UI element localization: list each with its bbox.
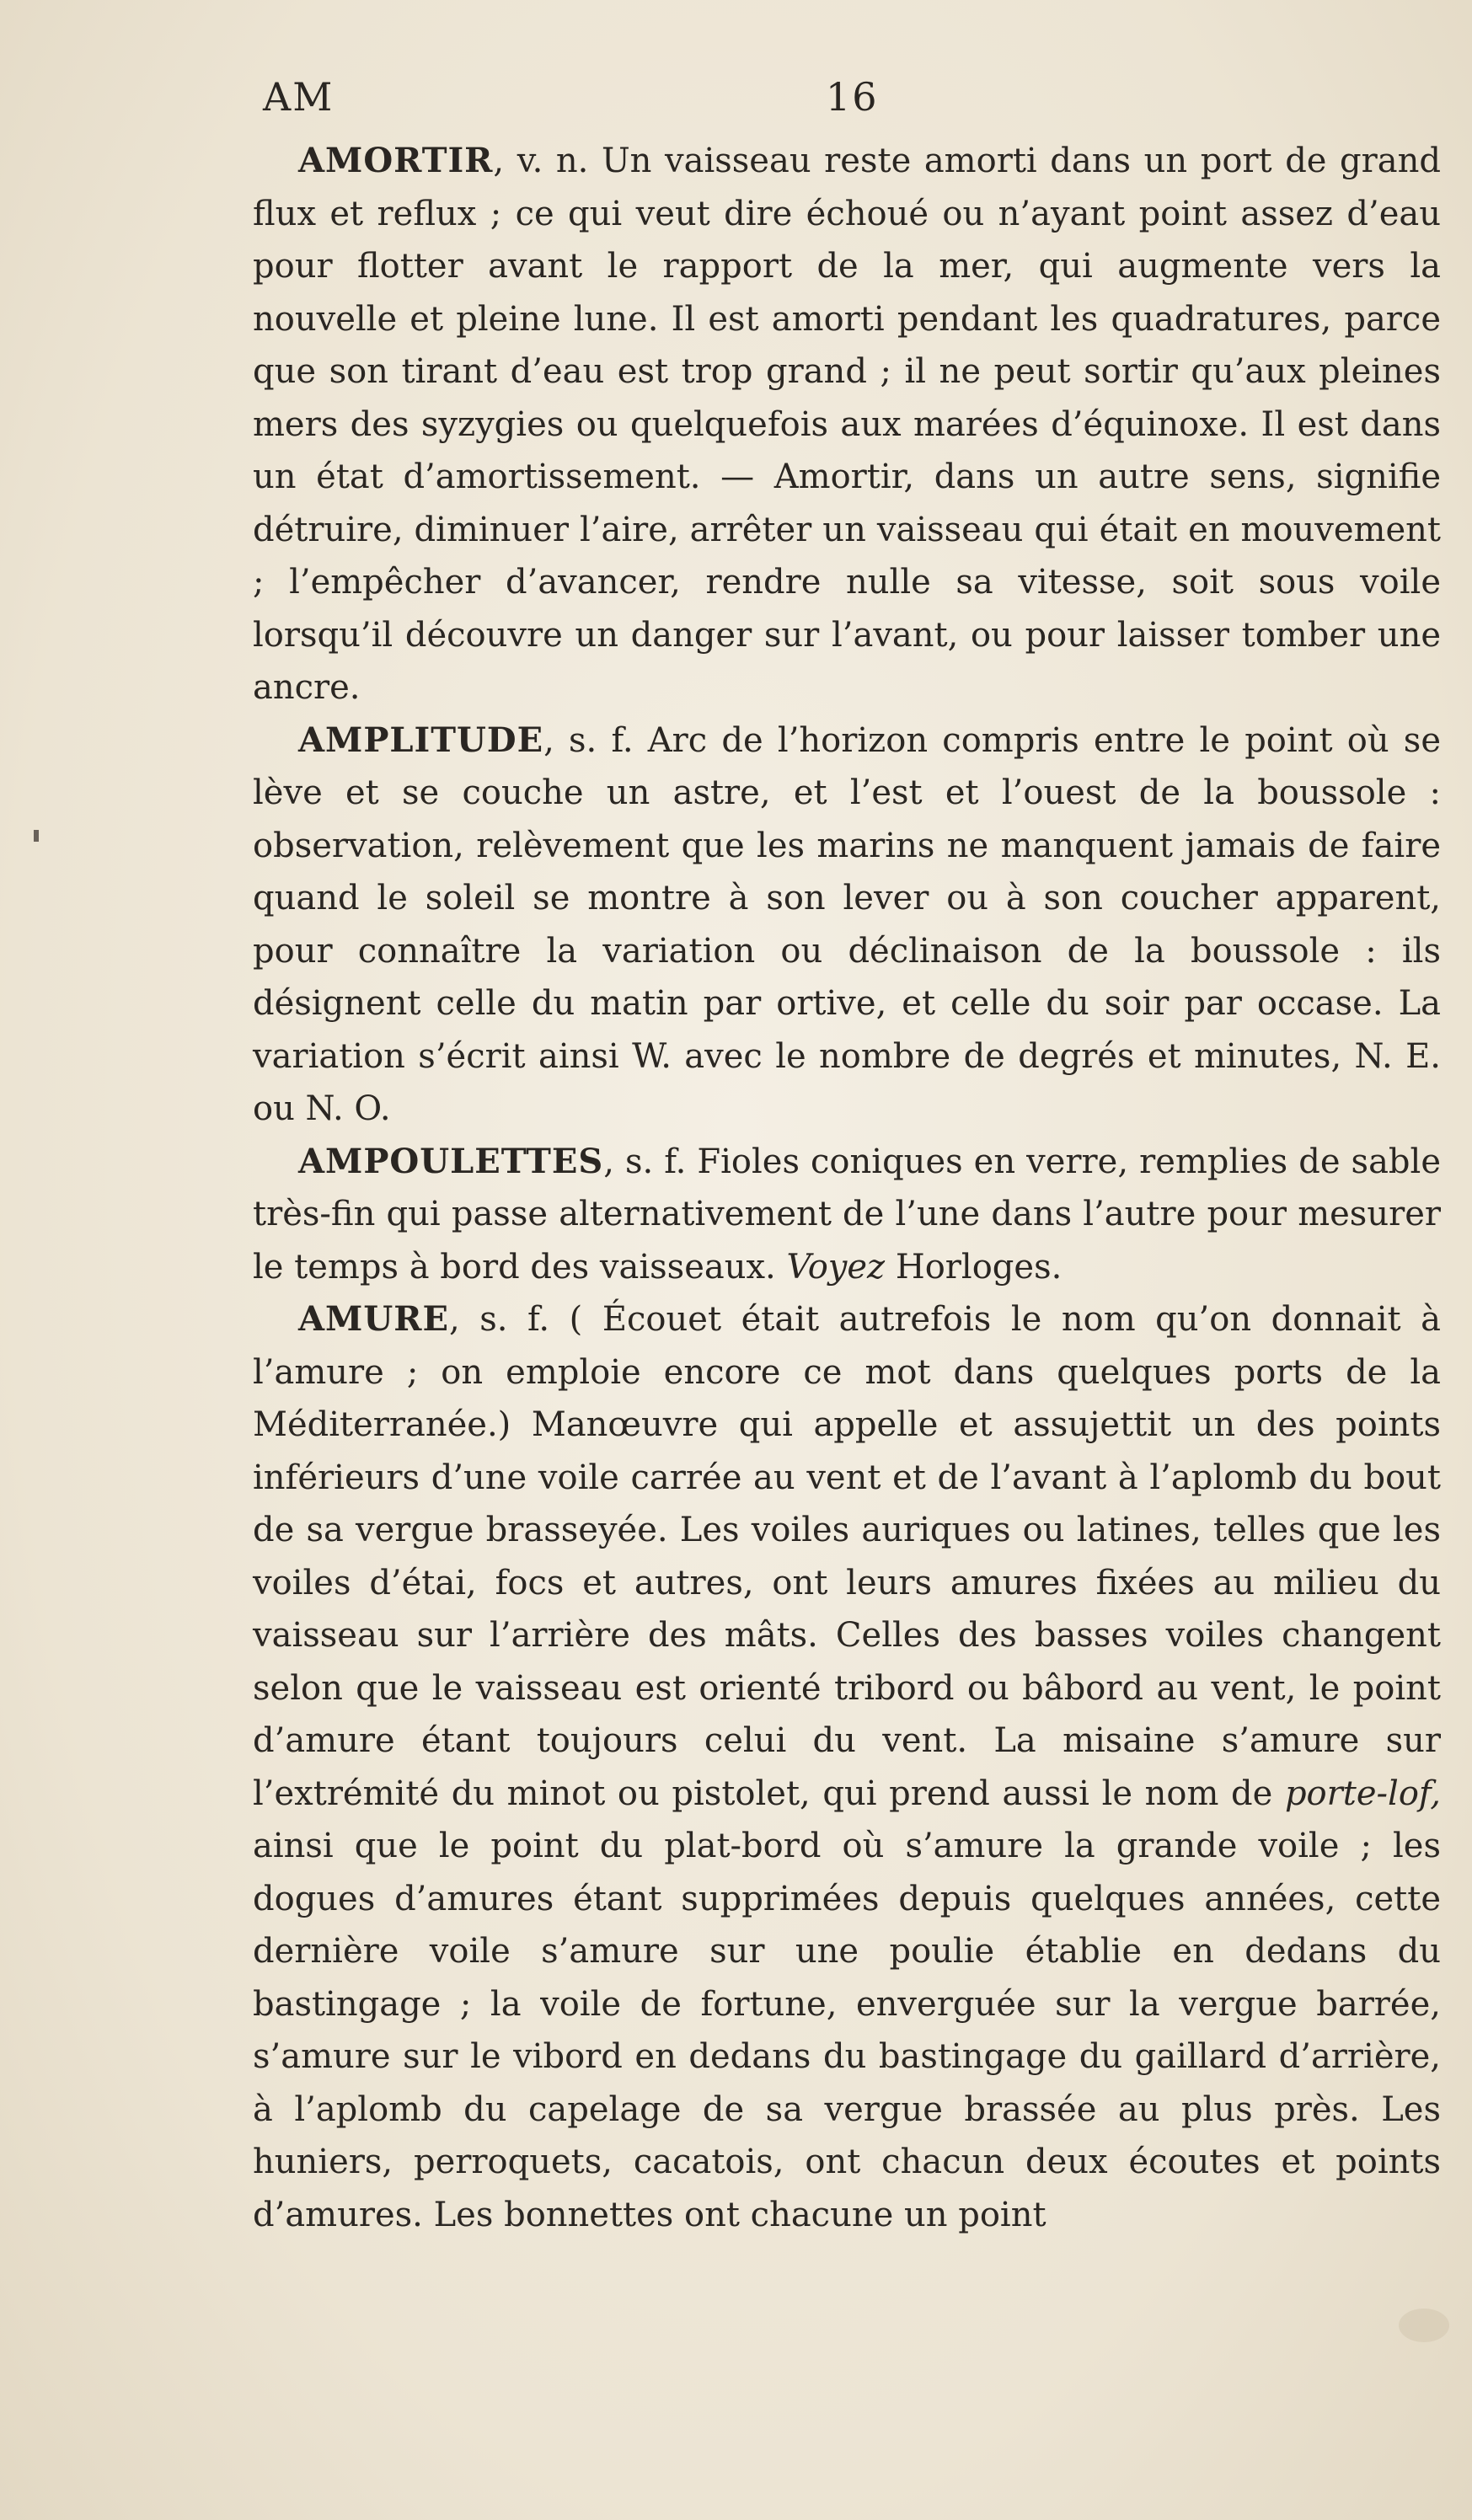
margin-mark bbox=[34, 830, 39, 842]
page-number: 16 bbox=[826, 74, 879, 120]
dictionary-entry bbox=[253, 135, 1441, 714]
entry-term: AMORTIR bbox=[298, 141, 494, 180]
entry-text: , s. f. ( Écouet était autrefois le nom qu’on donnait à l’amure ; on emploie encore ce mot dans quelques ports de la Méditerranée.) Manœuvre qui appelle et assujettit un des points inférieurs d’une voile carrée au vent et de l’avant à l’aplomb du bout de sa vergue brasseyée. Les voiles auriques ou latines, telles que les voiles d’étai, focs et autres, ont leurs amures fixées au milieu du vaisseau sur l’arrière des mâts. Celles des basses voiles changent selon que le vaisseau est orienté tribord ou bâbord au vent, le point d’amure étant toujours celui du vent. La misaine s’amure sur l’extrémité du minot ou pistolet, qui prend aussi le nom de bbox=[253, 1300, 1441, 1813]
page-body bbox=[253, 135, 1441, 2241]
entry-text-tail: Horloges. bbox=[885, 1247, 1063, 1287]
running-head: AM bbox=[263, 74, 335, 120]
entry-italic: Voyez bbox=[786, 1247, 886, 1287]
entry-term: AMURE bbox=[298, 1299, 449, 1339]
dictionary-entry bbox=[253, 1293, 1441, 2241]
entry-text: , v. n. Un vaisseau reste amorti dans un port de grand flux et reflux ; ce qui veut dire échoué ou n’ayant point assez d’eau pour flotter avant le rapport de la mer, qui augmente vers la nouvelle et pleine lune. Il est amorti pendant les quadratures, parce que son tirant d’eau est trop grand ; il ne peut sortir qu’aux pleines mers des syzygies ou quelquefois aux marées d’équinoxe. Il est dans un état d’amortissement. — Amortir, dans un autre sens, signifie détruire, diminuer l’aire, arrêter un vaisseau qui était en mouvement ; l’empêcher d’avancer, rendre nulle sa vitesse, soit sous voile lorsqu’il découvre un danger sur l’avant, ou pour laisser tomber une ancre. bbox=[253, 142, 1441, 707]
entry-italic: porte-lof, bbox=[1284, 1774, 1441, 1813]
dictionary-entry bbox=[253, 1136, 1441, 1294]
page-header bbox=[253, 74, 927, 125]
entry-text-tail: ainsi que le point du plat-bord où s’amure la grande voile ; les dogues d’amures étant supprimées depuis quelques années, cette dernière voile s’amure sur une poulie établie en dedans du bastingage ; la voile de fortune, enverguée sur la vergue barrée, s’amure sur le vibord en dedans du bastingage du gaillard d’arrière, à l’aplomb du capelage de sa vergue brassée au plus près. Les huniers, perroquets, cacatois, ont chacun deux écoutes et points d’amures. Les bonnettes ont chacune un point bbox=[253, 1827, 1441, 2234]
entry-term: AMPLITUDE bbox=[298, 720, 544, 760]
paper-stain bbox=[1399, 2309, 1449, 2342]
entry-term: AMPOULETTES bbox=[298, 1141, 604, 1181]
entry-text: , s. f. Fioles coniques en verre, remplies de sable très-fin qui passe alternativement de l’une dans l’autre pour mesurer le temps à bord des vaisseaux. bbox=[253, 1142, 1441, 1287]
dictionary-entry bbox=[253, 714, 1441, 1136]
entry-text: , s. f. Arc de l’horizon compris entre le point où se lève et se couche un astre, et l’est et l’ouest de la boussole : observation, relèvement que les marins ne manquent jamais de faire quand le soleil se montre à son lever ou à son coucher apparent, pour connaître la variation ou déclinaison de la boussole : ils désignent celle du matin par ortive, et celle du soir par occase. La variation s’écrit ainsi W. avec le nombre de degrés et minutes, N. E. ou N. O. bbox=[253, 720, 1441, 1128]
